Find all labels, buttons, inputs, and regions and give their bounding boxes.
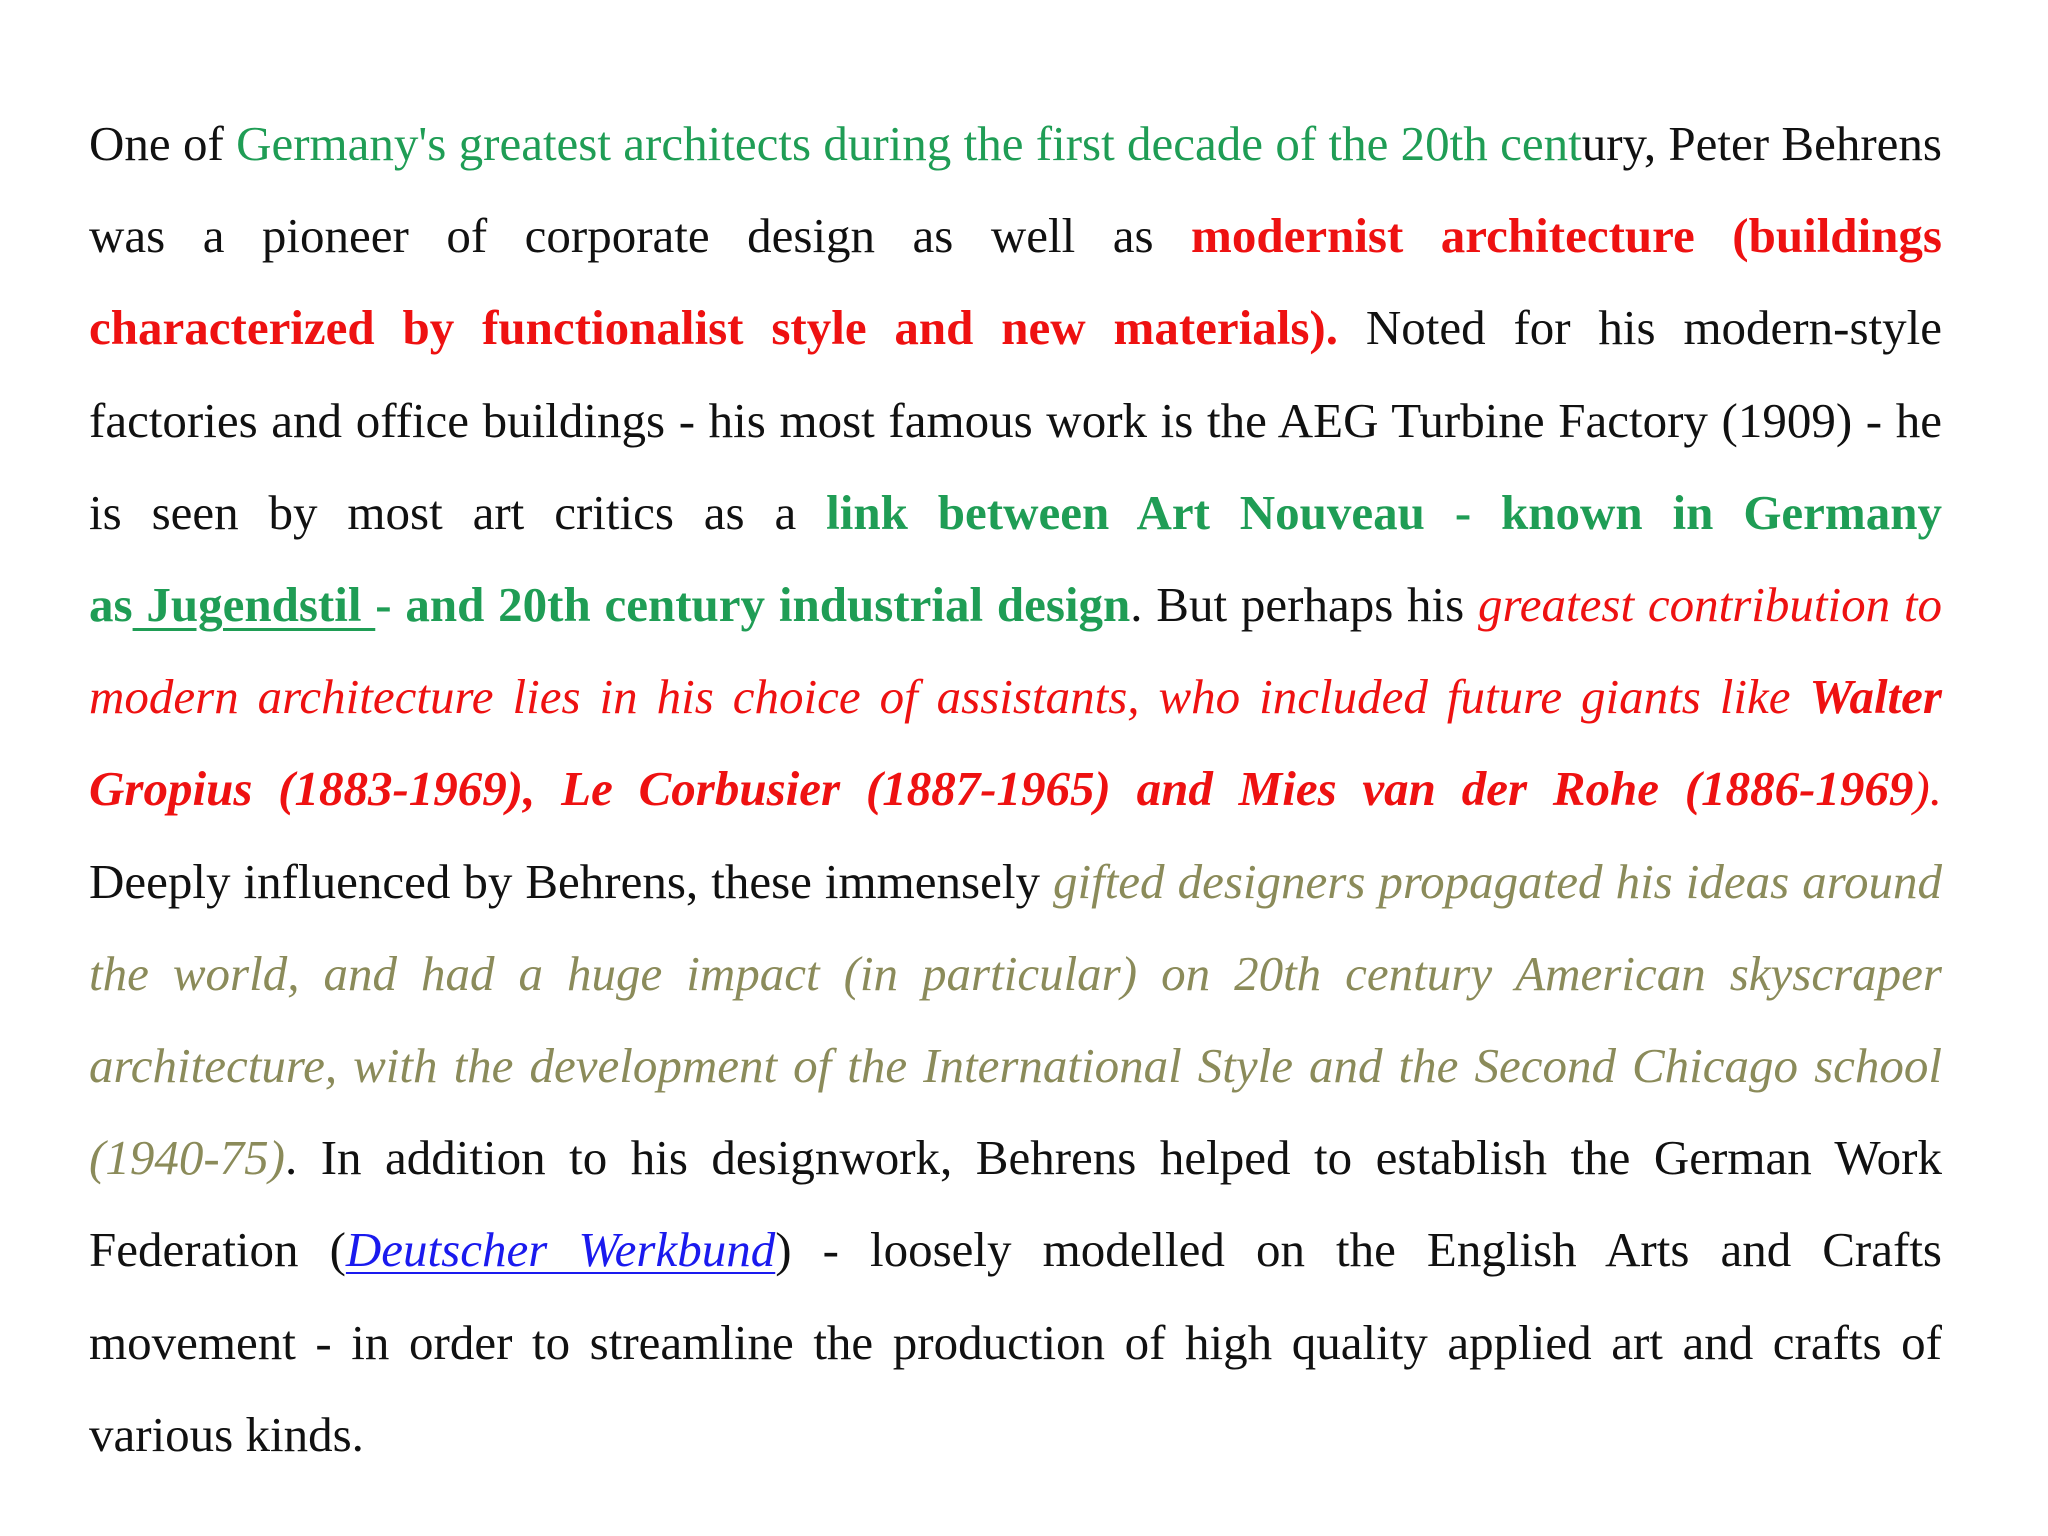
highlight-modernist-architecture: modernist architecture (buildings characterized by functionalist style and new materials). xyxy=(89,208,1942,356)
text-segment: Noted for his modern-style factories and office buildings - his most famous work is the AEG Turbine Factory (1909) - he is seen by most art critics as a xyxy=(89,300,1942,540)
highlight-assistants-names: Walter Gropius (1883-1969), Le Corbusier (1887-1965) and Mies van der Rohe (1886-1969 xyxy=(89,669,1942,817)
jugendstil-term: Jugendstil xyxy=(132,577,376,633)
highlight-greatest-contribution: greatest contribution to modern architecture lies in his choice of assistants, who included future giants like xyxy=(89,577,1943,725)
text-segment: Deeply influenced by Behrens, these immensely xyxy=(89,853,1053,909)
closing-paren: ). xyxy=(1913,761,1942,817)
highlight-industrial-design: - and 20th century industrial design xyxy=(375,577,1131,633)
highlight-gifted-designers: gifted designers propagated his ideas around the world, and had a huge impact (in particular) on 20th century American skyscraper architecture, with the development of the International Style and the Second Chicago school (1940-75) xyxy=(89,853,1942,1186)
text-segment: ury, Peter Behrens was a pioneer of corporate design as well as xyxy=(89,116,1942,264)
text-segment: ) - loosely modelled on the English Arts and Crafts movement - in order to streamline the production of high quality applied art and crafts of various kinds. xyxy=(89,1222,1942,1462)
text-segment: . In addition to his designwork, Behrens helped to establish the German Work Federation ( xyxy=(89,1130,1942,1278)
text-segment: One of xyxy=(89,116,237,171)
text-segment: . But perhaps his xyxy=(1130,577,1479,633)
highlight-germanys-architects: Germany's greatest architects during the first decade of the 20th cent xyxy=(236,116,1582,171)
behrens-paragraph xyxy=(89,98,1942,1481)
highlight-art-nouveau-link: link between Art Nouveau - known in Germany as xyxy=(89,484,1942,633)
deutscher-werkbund-link[interactable]: Deutscher Werkbund xyxy=(345,1222,776,1278)
